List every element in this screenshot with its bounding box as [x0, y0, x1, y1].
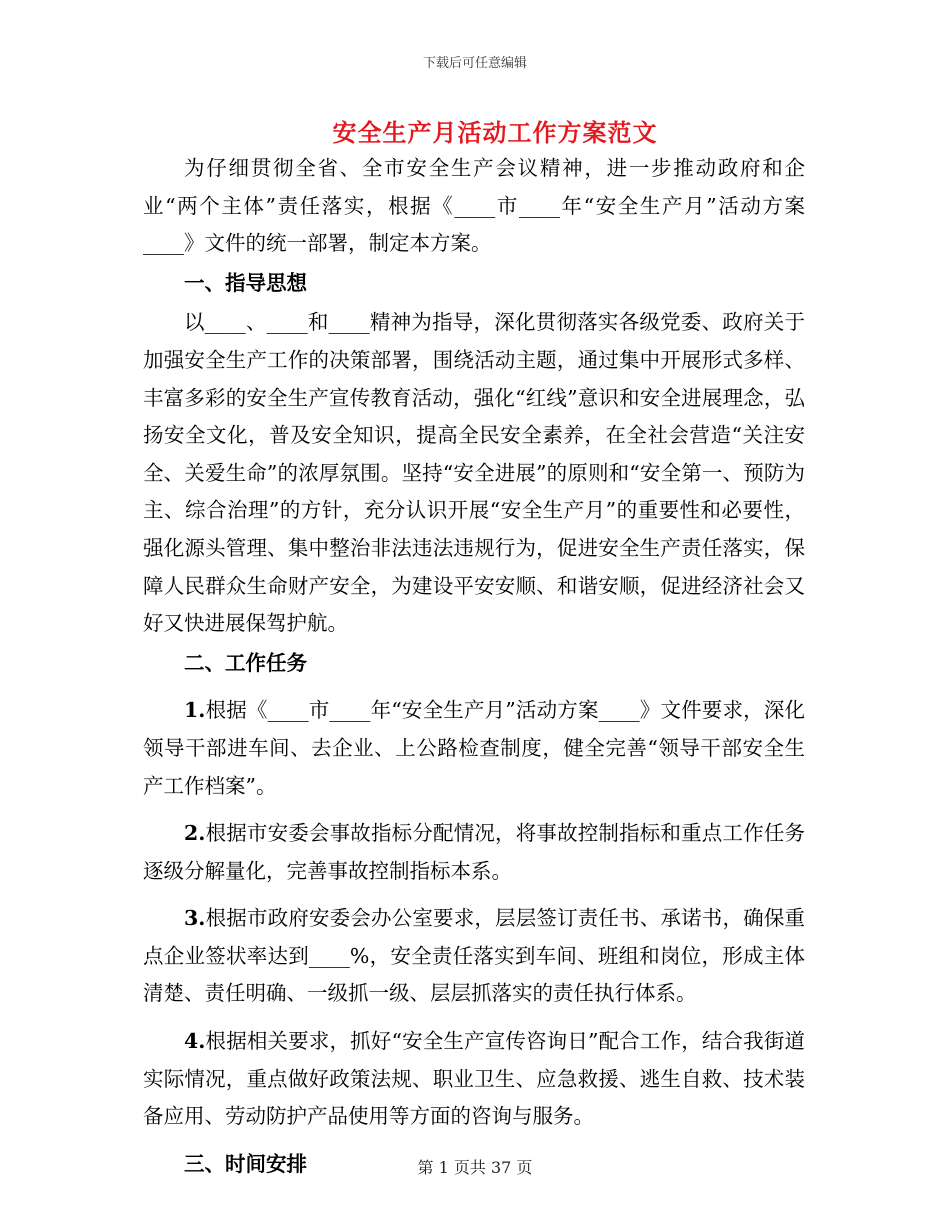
task-number: 1. — [184, 698, 206, 723]
section-1-paragraph: 以____、____和____精神为指导，深化贯彻落实各级党委、政府关于加强安全生产工作的决策部署，围绕活动主题，通过集中开展形式多样、丰富多彩的安全生产宣传教育活动，强化“红线”意识和安全进展理念，弘扬安全文化，普及安全知识，提高全民安全素养，在全社会营造“关注安全、关爱生命”的浓厚氛围。坚持“安全进展”的原则和“安全第一、预防为主、综合治理”的方针，充分认识开展“安全生产月”的重要性和必要性，强化源头管理、集中整治非法违法违规行为，促进安全生产责任落实，保障人民群众生命财产安全，为建设平安安顺、和谐安顺，促进经济社会又好又快进展保驾护航。 — [143, 310, 805, 636]
page-footer: 第 1 页共 37 页 — [417, 1158, 533, 1177]
task-item-1 — [143, 692, 805, 805]
document-title: 安全生产月活动工作方案范文 — [332, 118, 658, 147]
task-item-4 — [143, 1023, 805, 1136]
task-text: 根据市安委会事故指标分配情况，将事故控制指标和重点工作任务逐级分解量化，完善事故控制指标本系。 — [143, 821, 805, 883]
task-text: 根据《____市____年“安全生产月”活动方案____》文件要求，深化领导干部进车间、去企业、上公路检查制度，健全完善“领导干部安全生产工作档案”。 — [143, 698, 805, 798]
section-heading-3: 三、时间安排 — [184, 1151, 307, 1176]
task-item-2 — [143, 815, 805, 890]
page-header: 下载后可任意编辑 — [422, 56, 527, 71]
task-number: 4. — [184, 1029, 206, 1054]
task-number: 3. — [184, 906, 206, 931]
intro-paragraph: 为仔细贯彻全省、全市安全生产会议精神，进一步推动政府和企业“两个主体”责任落实，根据《____市____年“安全生产月”活动方案____》文件的统一部署，制定本方案。 — [143, 156, 805, 256]
task-text: 根据市政府安委会办公室要求，层层签订责任书、承诺书，确保重点企业签状率达到____%，安全责任落实到车间、班组和岗位，形成主体清楚、责任明确、一级抓一级、层层抓落实的责任执行体系。 — [143, 906, 805, 1006]
section-heading-2: 二、工作任务 — [184, 650, 307, 675]
task-number: 2. — [184, 821, 206, 846]
document-body — [143, 150, 805, 1185]
task-text: 根据相关要求，抓好“安全生产宣传咨询日”配合工作，结合我街道实际情况，重点做好政策法规、职业卫生、应急救援、逃生自救、技术装备应用、劳动防护产品使用等方面的咨询与服务。 — [143, 1029, 805, 1129]
section-heading-1: 一、指导思想 — [184, 270, 307, 295]
task-item-3 — [143, 900, 805, 1013]
